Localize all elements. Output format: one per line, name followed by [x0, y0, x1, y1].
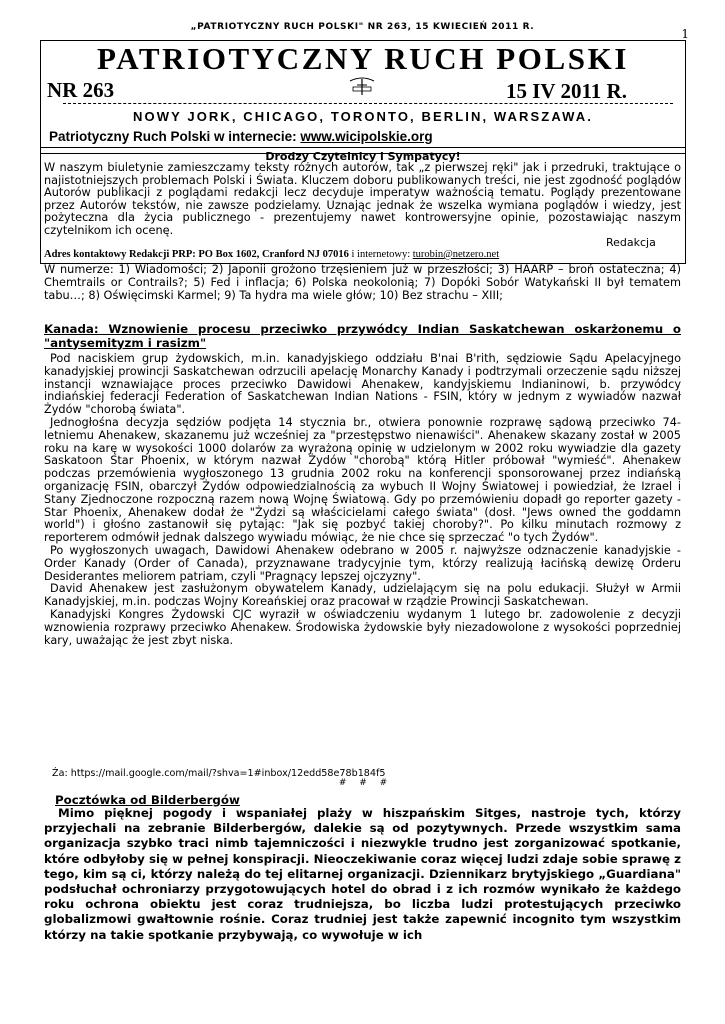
article2-headline: Pocztówka od Bilderbergów [55, 793, 240, 807]
web-label: Patriotyczny Ruch Polski w internecie: [49, 129, 297, 144]
masthead-cities: NOWY JORK, CHICAGO, TORONTO, BERLIN, WARSZAWA. [133, 109, 593, 124]
running-header: „PATRIOTYCZNY RUCH POLSKI" NR 263, 15 KWIECIEŃ 2011 R. [190, 22, 535, 32]
editorial-signature: Redakcja [606, 236, 656, 249]
contact-address [44, 249, 499, 260]
editorial-title: Drodzy Czytelnicy i Sympatycy! [265, 150, 461, 163]
issue-number: NR 263 [47, 78, 115, 102]
article1-body [44, 353, 681, 647]
article1-paragraph: Kanadyjski Kongres Żydowski CJC wyraził w oświadczeniu wydanym 1 lutego br. zadowolenie z decyzji wznowienia rozprawy przeciwko Ahenakew. Środowiska żydowskie były niezadowolone z wysokości poprzedniej kary, uważając że jest zbyt niska. [44, 607, 681, 647]
page-number: 1 [681, 27, 689, 41]
article1-paragraph: Jednogłośna decyzja sędziów podjęta 14 stycznia br., otwiera ponownie rozprawę sądową przeciwko 74-letniemu Ahenakew, skazanemu już wcześniej za "przestępstwo nienawiści". Ahenakew skazany został w 2005 roku na karę w wysokości 1000 dolarów za wyrażoną opinię w udzielonym w 2002 roku wywiadzie dla gazety Saskatoon Star Phoenix, w którym nazwał Żydów "chorobą" którą Hitler próbował "wymieść". Ahenakew podczas przemówienia wygłoszonego 13 grudnia 2002 roku na konferencji sponsorowanej przez indiańską organizację FSIN, obarczył Żydów odpowiedzialnością za wybuch II Wojny Światowej i powiedział, że Izrael i Stany Zjednoczone rozpoczną razem nową Wojnę Światową. Gdy po przemówieniu dopadł go reporter gazety - Star Phoenix, Ahenakew dodał że "Żydzi są właścicielami całego świata" (dosł. "Jews owned the goddamn world") i głośno zastanowił się pytając: "Jak się pozbyć takiej choroby?". Po kilku minutach rozmowy z reporterem odmówił jednak dalszego wywiadu mówiąc, że nie chce się sprzeczać "o tych Żydów". [44, 415, 681, 545]
article-separator: # # # [338, 778, 388, 788]
masthead-logo [347, 76, 377, 98]
article1-headline: Kanada: Wznowienie procesu przeciwko przywódcy Indian Saskatchewan oskarżonemu o "antysemityzm i rasizm" [44, 322, 681, 350]
article1-paragraph: Po wygłoszonych uwagach, Dawidowi Ahenakew odebrano w 2005 r. najwyższe odznaczenie kanadyjskie - Order Kanady (Order of Canada), przyznawane tradycyjnie tym, którzy realizują łacińską dewizę Orderu Desiderantes meliorem patriam, czyli "Pragnący lepszej ojczyzny". [44, 543, 681, 583]
logo-emblem-icon [347, 76, 377, 96]
address-mid: i internetowy: [348, 249, 413, 260]
table-of-contents: W numerze: 1) Wiadomości; 2) Japonii grożono trzęsieniem już w przeszłości; 3) HAARP – broń ostateczna; 4) Chemtrails or Contrails?; 5) Fed i inflacja; 6) Polska neokolonią; 7) Dopóki Sobór Watykański II był tematem tabu…; 8) Oświęcimski Karmel; 9) Ta hydra ma wiele głów; 10) Bez strachu – XIII; [44, 263, 681, 302]
editorial-text: W naszym biuletynie zamieszczamy teksty różnych autorów, tak „z pierwszej ręki" jak i przedruki, traktujące o najistotniejszych problemach Polski i Świata. Kluczem doboru publikowanych treści, nie jest zgodność poglądów Autorów publikacji z poglądami redakcji lecz decyduje imperatyw ważnością tematu. Poglądy prezentowane przez Autorów tekstów, nie zawsze podzielamy. Uznając jednak że wszelka wymiana poglądów i wiedzy, jest pożyteczna dla życia publicznego - prezentujemy nawet kontrowersyjne opinie, pozostawiając naszym czytelnikom ich ocenę. [44, 161, 681, 237]
email-link[interactable]: turobin@netzero.net [412, 249, 500, 260]
article1-source: Źa: https://mail.google.com/mail/?shva=1#inbox/12edd58e78b184f5 [52, 768, 386, 779]
web-link[interactable]: www.wicipolskie.org [300, 129, 433, 144]
masthead-web [49, 129, 433, 144]
article1-paragraph: Pod naciskiem grup żydowskich, m.in. kanadyjskiego oddziału B'nai B'rith, sędziowie Sądu Apelacyjnego kanadyjskiej prowincji Saskatchewan odrzucili apelację Monarchy Kanady i podtrzymali orzeczenie sądu niższej instancji wznawiające proces przeciwko Dawidowi Ahenakew, kandyjskiemu Indianinowi, b. przywódcy indiańskiej federacji Federation of Saskatchewan Indian Nations - FSIN, który w jednym z wywiadów nazwał Żydów "chorobą świata". [44, 352, 681, 417]
address-label: Adres kontaktowy Redakcji PRP: PO Box 1602, Cranford NJ 07016 [44, 249, 349, 260]
article1-paragraph: David Ahenakew jest zasłużonym obywatelem Kanady, udzielającym się na polu edukacji. Służył w Armii Kanadyjskiej, m.in. podczas Wojny Koreańskiej oraz pracował w rządzie Prowincji Saskatchewan. [44, 582, 681, 609]
article2-paragraph: Mimo pięknej pogody i wspaniałej plaży w hiszpańskim Sitges, nastroje tych, którzy przyjechali na zebranie Bilderbergów, dalekie są od pozytywnych. Przede wszystkim sama organizacja szybko traci nimb tajemniczości i niezwykle trudno jest zorganizować spotkanie, które odbyłoby się w pełnej konspiracji. Nieoczekiwanie coraz więcej ludzi zdaje sobie sprawę z tego, kim są ci, którzy należą do tej elitarnej organizacji. Dziennikarz brytyjskiego „Guardiana" podsłuchał ochroniarzy przygotowujących hotel do obrad i z ich rozmów wynikało że każdego roku ochrona obiektu jest coraz trudniejsza, bo liczba ludzi protestujących przeciwko globalizmowi gwałtownie rośnie. Coraz trudniej jest także zapewnić incognito tym wszystkim którzy na takie spotkanie przybywają, co wywołuje w ich [44, 806, 681, 942]
article2-body [44, 806, 681, 943]
masthead-divider [63, 103, 673, 104]
issue-date: 15 IV 2011 R. [506, 79, 627, 103]
masthead-title: PATRIOTYCZNY RUCH POLSKI [96, 41, 630, 76]
